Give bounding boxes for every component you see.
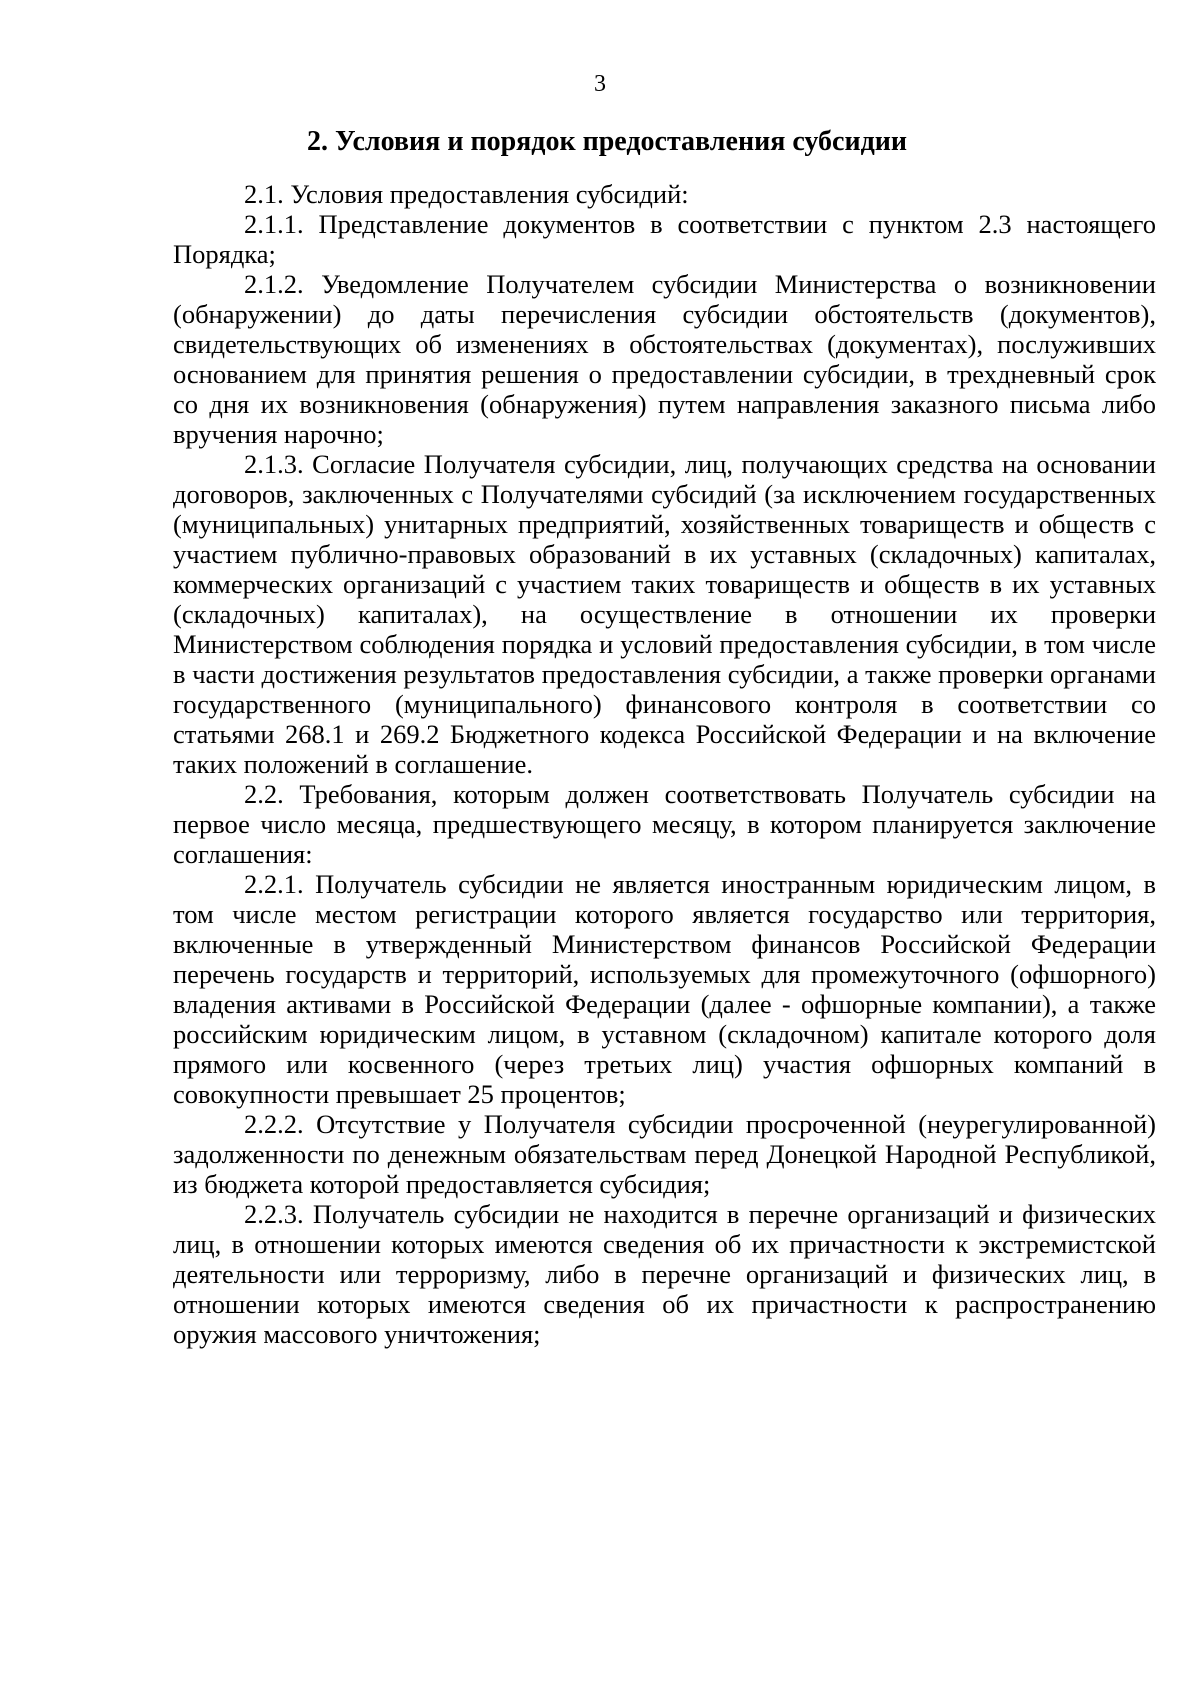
document-body: [173, 179, 1156, 1349]
paragraph-2-1-1: 2.1.1. Представление документов в соответствии с пунктом 2.3 настоящего Порядка;: [173, 209, 1156, 269]
paragraph-2-1-3: 2.1.3. Согласие Получателя субсидии, лиц, получающих средства на основании договоров, заключенных с Получателями субсидий (за исключением государственных (муниципальных) унитарных предприятий, хозяйственных товариществ и обществ с участием публично-правовых образований в их уставных (складочных) капиталах, коммерческих организаций с участием таких товариществ и обществ в их уставных (складочных) капиталах), на осуществление в отношении их проверки Министерством соблюдения порядка и условий предоставления субсидии, в том числе в части достижения результатов предоставления субсидии, а также проверки органами государственного (муниципального) финансового контроля в соответствии со статьями 268.1 и 269.2 Бюджетного кодекса Российской Федерации и на включение таких положений в соглашение.: [173, 449, 1156, 779]
paragraph-2-1: 2.1. Условия предоставления субсидий:: [244, 179, 689, 209]
paragraph-2-2-1: 2.2.1. Получатель субсидии не является иностранным юридическим лицом, в том числе местом регистрации которого является государство или территория, включенные в утвержденный Министерством финансов Российской Федерации перечень государств и территорий, используемых для промежуточного (офшорного) владения активами в Российской Федерации (далее - офшорные компании), а также российским юридическим лицом, в уставном (складочном) капитале которого доля прямого или косвенного (через третьих лиц) участия офшорных компаний в совокупности превышает 25 процентов;: [173, 869, 1156, 1109]
paragraph-2-1-2: 2.1.2. Уведомление Получателем субсидии Министерства о возникновении (обнаружении) до даты перечисления субсидии обстоятельств (документов), свидетельствующих об изменениях в обстоятельствах (документах), послуживших основанием для принятия решения о предоставлении субсидии, в трехдневный срок со дня их возникновения (обнаружения) путем направления заказного письма либо вручения нарочно;: [173, 269, 1156, 449]
page-number: 3: [594, 71, 606, 97]
section-title: 2. Условия и порядок предоставления субсидии: [306, 126, 908, 157]
paragraph-2-2-2: 2.2.2. Отсутствие у Получателя субсидии просроченной (неурегулированной) задолженности по денежным обязательствам перед Донецкой Народной Республикой, из бюджета которой предоставляется субсидия;: [173, 1109, 1156, 1199]
paragraph-2-2: 2.2. Требования, которым должен соответствовать Получатель субсидии на первое число месяца, предшествующего месяцу, в котором планируется заключение соглашения:: [173, 779, 1156, 869]
paragraph-2-2-3: 2.2.3. Получатель субсидии не находится в перечне организаций и физических лиц, в отношении которых имеются сведения об их причастности к экстремистской деятельности или терроризму, либо в перечне организаций и физических лиц, в отношении которых имеются сведения об их причастности к распространению оружия массового уничтожения;: [173, 1199, 1156, 1349]
